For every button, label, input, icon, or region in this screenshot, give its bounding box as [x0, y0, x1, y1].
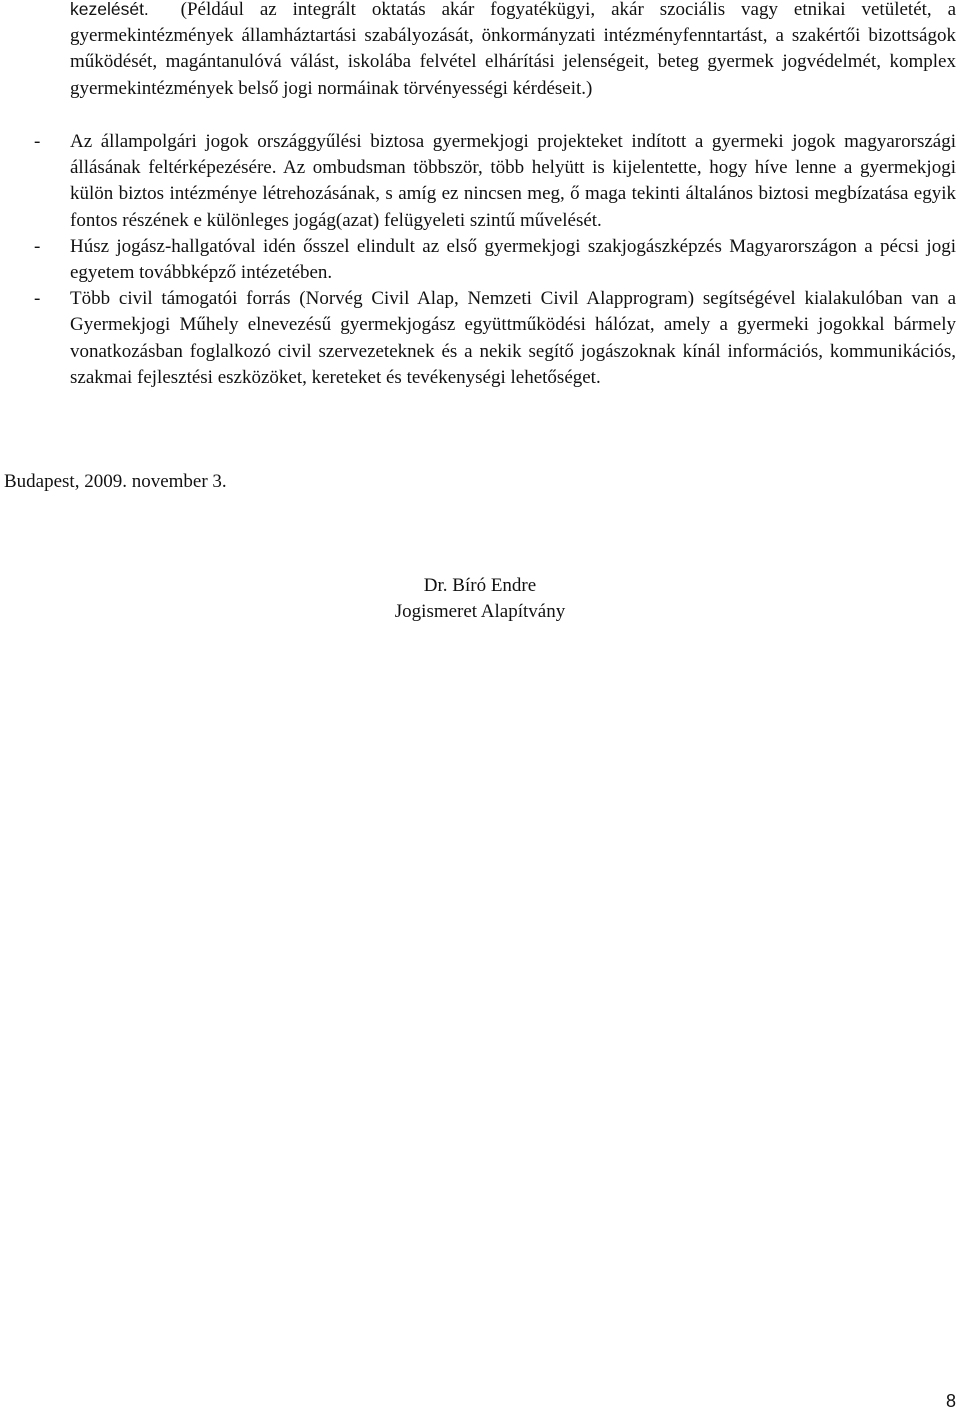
continuation-text: (Például az integrált oktatás akár fogyatékügyi, akár szociális vagy etnikai vetületét, a gyermekintézmények államháztartási szabályozását, önkormányzati intézményfenntartást, a szakértői bizottságok működését, magántanulóvá válást, iskolába felvétel elhárítási jelenségeit, beteg gyermek jogvédelmét, komplex gyermekintézmények belső jogi normáinak törvényességi kérdéseit.)	[70, 0, 957, 99]
list-dash: -	[34, 235, 41, 257]
signatory-organization: Jogismeret Alapítvány	[394, 601, 566, 622]
list-item-text: Az állampolgári jogok országgyűlési biztosa gyermekjogi projekteket indított a gyermeki jogok magyarországi állásának feltérképezésére. Az ombudsman többször, több helyütt is kijelentette, hogy híve lenne a gyermekjogi külön biztos intézménye létrehozásának, s amíg ez nincsen meg, ő maga tekinti általános biztosi megbízatása egyik fontos részének e különleges jogág(azat) felügyeleti szintű művelését.	[70, 131, 956, 231]
list-item	[34, 234, 956, 286]
page-number: 8	[945, 1391, 956, 1411]
list-dash: -	[34, 131, 41, 152]
list-item	[34, 129, 956, 234]
signatory-name: Dr. Bíró Endre	[423, 575, 537, 596]
list-dash: -	[34, 288, 41, 310]
place-and-date: Budapest, 2009. november 3.	[4, 471, 227, 492]
continuation-paragraph	[70, 0, 956, 102]
list-item-text: Húsz jogász-hallgatóval idén ősszel elindult az első gyermekjogi szakjogászképzés Magyarországon a pécsi jogi egyetem továbbképző intézetében.	[70, 235, 956, 284]
list-item-text: Több civil támogatói forrás (Norvég Civil Alap, Nemzeti Civil Alapprogram) segítségével kialakulóban van a Gyermekjogi Műhely elnevezésű gyermekjogász együttműködési hálózat, amely a gyermeki jogokkal bármely vonatkozásban foglalkozó civil szervezeteknek és a nekik segítő jogászoknak kínál információs, kommunikációs, szakmai fejlesztési eszközöket, kereteket és tevékenységi lehetőséget.	[70, 288, 956, 388]
continuation-lead: kezelését.	[70, 0, 149, 19]
list-item	[34, 286, 956, 391]
dash-list	[34, 129, 956, 391]
signature-block	[377, 573, 583, 625]
